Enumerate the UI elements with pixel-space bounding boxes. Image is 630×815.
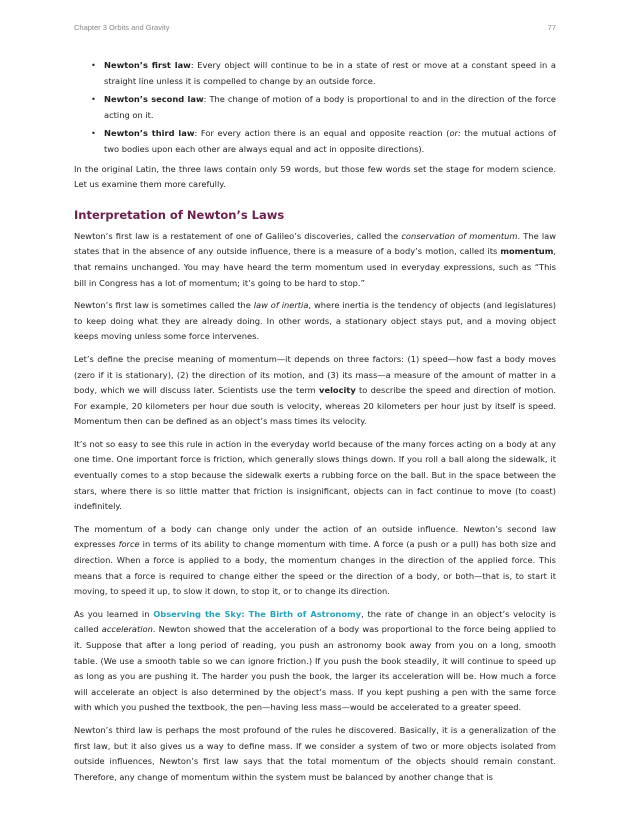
list-item: • Newton’s first law: Every object will continue to be in a state of rest or move at a constant speed in a straight line unless it is compelled to change by an outside force. (91, 60, 556, 86)
bullet-icon: • (91, 94, 96, 105)
paragraph: Let’s define the precise meaning of momentum—it depends on three factors: (1) speed—how fast a body moves (zero if it is stationary), (2) the direction of its motion, and (3) its mass—a measure of the amount of matter in a body, which we will discuss later. Scientists use the term velocity to describe the speed and direction of motion. For example, 20 kilometers per hour due south is velocity, whereas 20 kilometers per hour just by itself is speed. Momentum then can be defined as an object’s mass times its velocity. (74, 353, 556, 427)
list-item: • Newton’s second law: The change of motion of a body is proportional to and in the direction of the force acting on it. (91, 94, 556, 120)
bullet-icon: • (91, 60, 96, 70)
term-velocity: velocity (319, 385, 356, 396)
bullet-icon: • (91, 128, 96, 139)
law-term: Newton’s second law (104, 94, 204, 105)
paragraph: Newton’s third law is perhaps the most profound of the rules he discovered. Basically, it is a generalization of the first law, but it also gives us a way to define mass. If we consider a system of two or more objects isolated from outside influences, Newton’s first law says that the total momentum of the objects should remain constant. Therefore, any change of momentum within the system must be balanced by another change that is (74, 724, 556, 782)
paragraph: The momentum of a body can change only under the action of an outside influence. Newton’s second law expresses force in terms of its ability to change momentum with time. A force (a push or a pull) has both size and direction. When a force is applied to a body, the momentum changes in the direction of the applied force. This means that a force is required to change either the speed or the direction of a body, or both—that is, to start it moving, to speed it up, to slow it down, to stop it, or to change its direction. (74, 523, 556, 597)
body-text (74, 58, 556, 792)
term-momentum: momentum (500, 246, 554, 257)
law-term: Newton’s first law (104, 60, 191, 70)
paragraph: Newton’s first law is sometimes called the law of inertia, where inertia is the tendency of objects (and legislatures) to keep doing what they are already doing. In other words, a stationary object stays put, and a moving object keeps moving unless some force intervenes. (74, 300, 557, 342)
running-header (74, 23, 556, 35)
law-term: Newton’s third law (104, 128, 195, 139)
paragraph-intro: In the original Latin, the three laws contain only 59 words, but those few words set the stage for modern science. Let us examine them more carefully. (74, 163, 556, 190)
chapter-title: Chapter 3 Orbits and Gravity (74, 23, 170, 32)
page-number: 77 (547, 23, 556, 32)
section-heading: Interpretation of Newton’s Laws (74, 207, 285, 222)
paragraph: As you learned in Observing the Sky: The Birth of Astronomy, the rate of change in an object’s velocity is called acceleration. Newton showed that the acceleration of a body was proportional to the force being applied to it. Suppose that after a long period of reading, you push an astronomy book away from you on a long, smooth table. (We use a smooth table so we can ignore friction.) If you push the book steadily, it will continue to speed up as long as you are pushing it. The harder you push the book, the larger its acceleration will be. How much a force will accelerate an object is also determined by the object’s mass. If you kept pushing a pen with the same force with which you pushed the textbook, the pen—having less mass—would be accelerated to a greater speed. (74, 608, 557, 713)
paragraph: Newton’s first law is a restatement of one of Galileo’s discoveries, called the conservation of momentum. The law states that in the absence of any outside influence, there is a measure of a body’s motion, called its momentum, that remains unchanged. You may have heard the term momentum used in everyday expressions, such as “This bill in Congress has a lot of momentum; it’s going to be hard to stop.” (74, 230, 556, 288)
chapter-link[interactable]: Observing the Sky: The Birth of Astronomy (153, 608, 362, 619)
list-item: • Newton’s third law: For every action there is an equal and opposite reaction (or: the mutual actions of two bodies upon each other are always equal and act in opposite directions). (91, 128, 557, 154)
paragraph: It’s not so easy to see this rule in action in the everyday world because of the many forces acting on a body at any one time. One important force is friction, which generally slows things down. If you roll a ball along the sidewalk, it eventually comes to a stop because the sidewalk exerts a rubbing force on the ball. But in the space between the stars, where there is so little matter that friction is insignificant, objects can in fact continue to move (to coast) indefinitely. (74, 438, 556, 512)
laws-list (74, 58, 556, 158)
